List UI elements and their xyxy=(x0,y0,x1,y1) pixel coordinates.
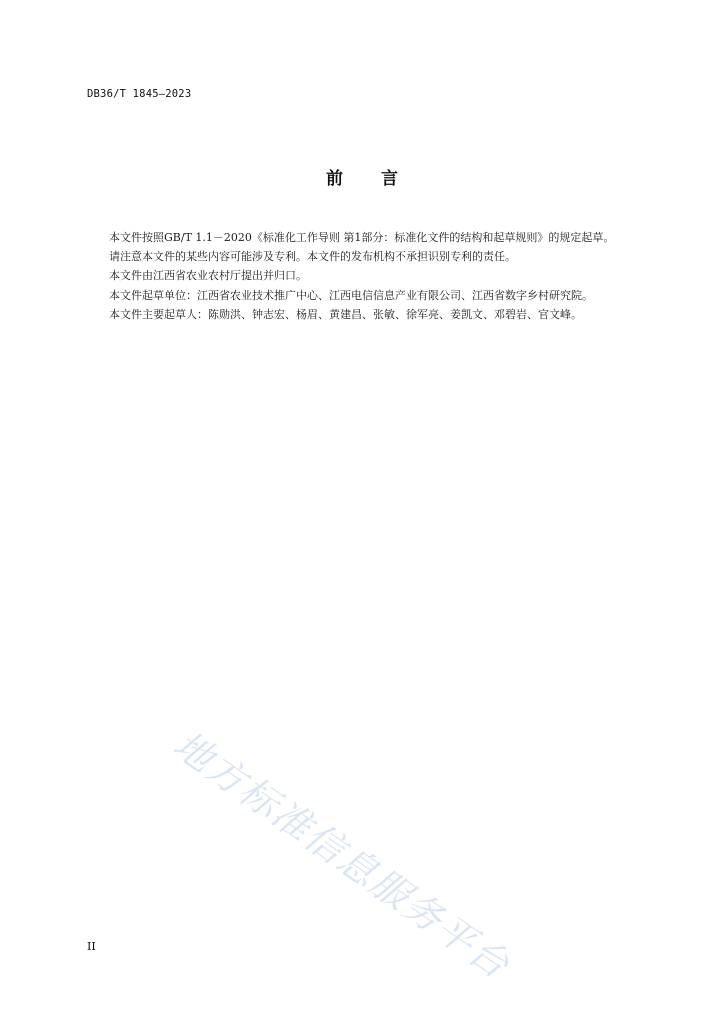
page-number: II xyxy=(87,940,96,953)
watermark: 地方标准信息服务平台 xyxy=(165,722,519,988)
paragraph-patent-notice: 请注意本文件的某些内容可能涉及专利。本文件的发布机构不承担识别专利的责任。 xyxy=(109,250,516,264)
document-code: DB36/T 1845—2023 xyxy=(87,88,192,100)
section-title xyxy=(0,164,724,189)
paragraph-drafting-rules: 本文件按照GB/T 1.1－2020《标准化工作导则 第1部分：标准化文件的结构和起草规则》的规定起草。 xyxy=(109,231,615,244)
paragraph-drafters: 本文件主要起草人：陈勋洪、钟志宏、杨眉、黄建昌、张敏、徐军亮、姜凯文、邓碧岩、官文峰。 xyxy=(109,307,582,321)
paragraph-proposer: 本文件由江西省农业农村厅提出并归口。 xyxy=(109,269,307,283)
foreword-body xyxy=(87,228,659,324)
paragraph-drafting-units: 本文件起草单位：江西省农业技术推广中心、江西电信信息产业有限公司、江西省数字乡村研究院。 xyxy=(109,288,593,302)
title-char-1: 前 xyxy=(326,169,343,189)
title-char-2: 言 xyxy=(381,169,398,189)
